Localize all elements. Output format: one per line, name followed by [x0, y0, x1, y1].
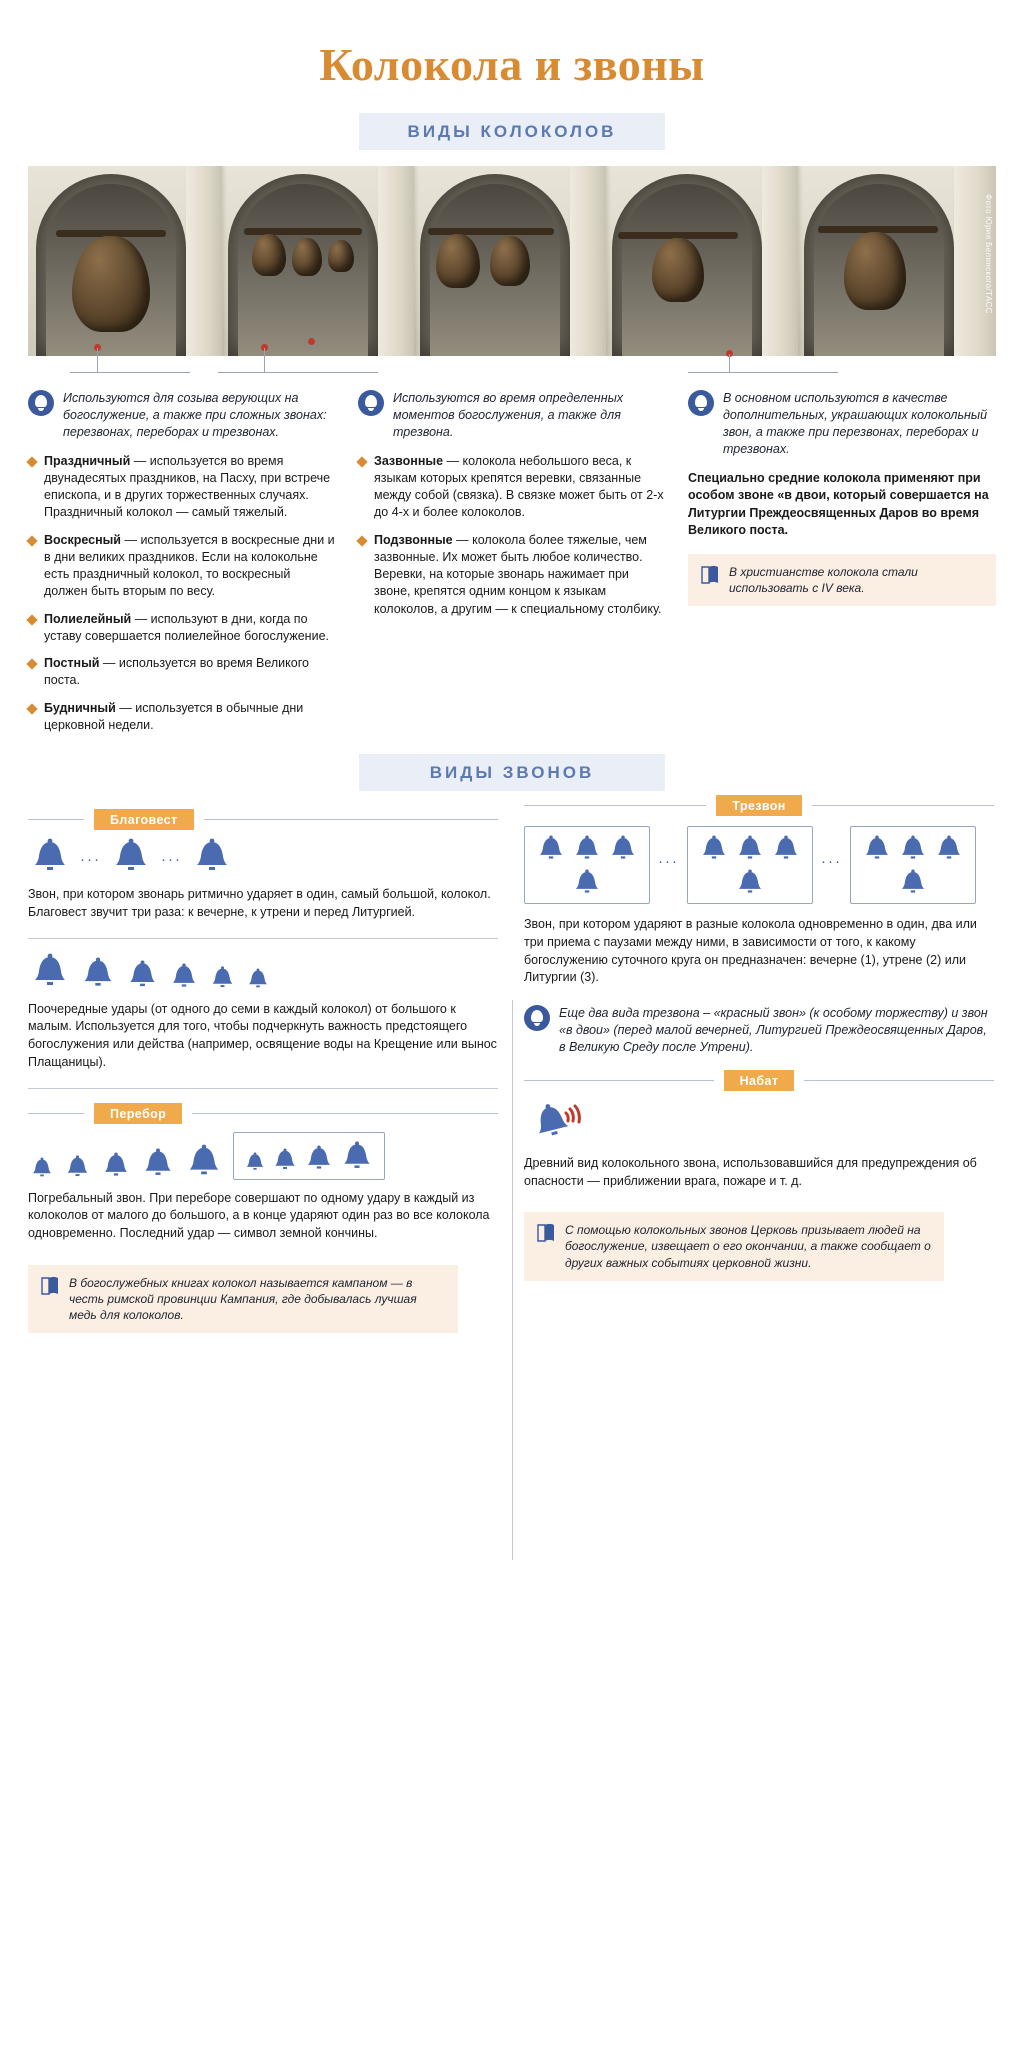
divider	[812, 805, 994, 806]
bullet-text: — используют в дни, когда по уставу совершается полиелейное богослужение.	[44, 611, 329, 643]
pointer-line	[688, 372, 838, 373]
note-box-iv-century	[688, 554, 996, 606]
list-item	[28, 532, 336, 601]
tag-nabat-row	[524, 1070, 994, 1091]
column-intro	[688, 390, 996, 458]
bell-group-bracket	[687, 826, 813, 904]
divider	[28, 1088, 498, 1089]
book-icon	[536, 1222, 556, 1244]
diamond-icon	[26, 658, 37, 669]
bell-group-bracket	[233, 1132, 385, 1180]
column-intro	[28, 390, 336, 441]
bell-icon	[101, 1152, 131, 1180]
photo-bell-small	[292, 238, 322, 276]
pointer-line	[264, 348, 265, 372]
ellipsis: ···	[80, 851, 101, 869]
belfry-photo	[28, 166, 996, 356]
bullet-term: Праздничный	[44, 453, 131, 468]
divider	[28, 938, 498, 939]
photo-bell-medium	[490, 236, 530, 286]
tag-trezvon: Трезвон	[716, 795, 801, 816]
bell-icon	[526, 1099, 584, 1145]
column-big-bells	[28, 390, 336, 744]
bell-icon	[169, 963, 199, 991]
perezvon-bells	[30, 953, 498, 991]
bell-icon	[28, 390, 54, 416]
photo-bell-large	[72, 236, 150, 332]
photo-bell-large	[844, 232, 906, 310]
bell-icon	[192, 838, 232, 876]
bell-icon	[246, 968, 270, 991]
photo-yoke	[244, 228, 362, 235]
bullet-term: Будничный	[44, 700, 116, 715]
bell-icon	[64, 1155, 91, 1180]
bell-icon	[80, 957, 116, 991]
photo-bell-small	[328, 240, 354, 272]
bullet-text: — используется во время двунадесятых праздников, на Пасху, при встрече епископа, и в других торжественных случаях. Праздничный колокол — самый тяжелый.	[44, 453, 331, 520]
bullet-text: — колокола небольшого веса, к языкам которых крепятся веревки, связанные между собой (связка). В связке может быть от 2-х до 4-х и более колоколов.	[374, 453, 664, 520]
bullet-text: — используется в обычные дни церковной недели.	[44, 700, 304, 732]
photo-credit: Фото Юрия Белинского/ТАСС	[984, 194, 993, 314]
photo-pillar	[186, 166, 222, 356]
column-small-bells	[688, 390, 996, 744]
bullet-term: Зазвонные	[374, 453, 444, 468]
divider	[28, 819, 84, 820]
trezvon-text: Звон, при котором ударяют в разные колокола одновременно в один, два или три приема с паузами между ними, в зависимости от того, к какому богослужению суточного круга он предназначен: вечерне (1), утрене (2) или Литургии (3).	[524, 917, 977, 985]
tag-perebor: Перебор	[94, 1103, 182, 1124]
ellipsis: ···	[821, 852, 842, 870]
ellipsis: ···	[161, 851, 182, 869]
bullet-text: — используется в воскресные дни и в дни великих праздников. Если на колокольне есть праздничный колокол, то воскресный должен быть вторым по весу.	[44, 532, 335, 599]
bell-icon	[688, 390, 714, 416]
divider	[28, 1113, 84, 1114]
divider	[204, 819, 498, 820]
perebor-bells	[30, 1132, 498, 1180]
pointer-line	[729, 354, 730, 372]
column-divider	[512, 1000, 513, 1560]
bell-icon	[30, 953, 70, 991]
nabat-bells	[526, 1099, 994, 1145]
section-banner-ring-types: ВИДЫ ЗВОНОВ	[359, 754, 665, 791]
book-icon	[700, 564, 720, 586]
tag-nabat: Набат	[724, 1070, 795, 1091]
column-middle-bells	[358, 390, 666, 744]
column-intro	[358, 390, 666, 441]
photo-yoke	[428, 228, 554, 235]
photo-pillar	[378, 166, 414, 356]
book-icon	[40, 1275, 60, 1297]
bell-icon	[126, 960, 159, 991]
column-paragraph: Специально средние колокола применяют при особом звоне «в двои, который совершается на Литургии Преждеосвященных Даров во время Великого поста.	[688, 470, 989, 537]
bell-icon	[30, 838, 70, 876]
ring-right-column	[524, 795, 994, 1333]
note-text: С помощью колокольных звонов Церковь призывает людей на богослужение, извещает о его окончании, а также сообщает о других важных событиях церковной жизни.	[565, 1223, 931, 1270]
trezvon-note	[524, 1005, 994, 1056]
list-item	[358, 532, 666, 618]
note-text: В богослужебных книгах колокол называется кампаном — в честь римской провинции Кампания, где добывалась лучшая медь для колоколов.	[69, 1275, 417, 1323]
bell-icon	[141, 1148, 175, 1180]
note-box-kampan	[28, 1265, 458, 1334]
tag-trezvon-row	[524, 795, 994, 816]
photo-pillar	[762, 166, 798, 356]
photo-pointers	[28, 356, 996, 388]
diamond-icon	[356, 535, 367, 546]
bullet-term: Постный	[44, 656, 100, 671]
note-text: В христианстве колокола стали использовать с IV века.	[729, 564, 918, 595]
perebor-text: Погребальный звон. При переборе совершают по одному удару в каждый из колоколов от малого до большого, а в конце ударяют один раз во все колокола одновременно. Последний удар — символ земной кончины.	[28, 1190, 490, 1241]
tag-perebor-row	[28, 1103, 498, 1124]
bell-icon	[524, 1005, 550, 1031]
list-item	[28, 611, 336, 646]
page-title: Колокола и звоны	[319, 39, 705, 90]
bell-type-columns	[28, 390, 996, 744]
diamond-icon	[356, 456, 367, 467]
blagovest-bells	[30, 838, 498, 876]
list-item	[358, 453, 666, 522]
bullet-list	[358, 453, 666, 618]
bell-icon	[358, 390, 384, 416]
bell-icon	[30, 1157, 54, 1180]
diamond-icon	[26, 614, 37, 625]
photo-bell-medium	[652, 238, 704, 302]
trezvon-bell-groups	[524, 826, 994, 904]
column-intro-text: Используются во время определенных моментов богослужения, а также для трезвона.	[393, 391, 624, 439]
column-intro-text: В основном используются в качестве дополнительных, украшающих колокольный звон, а также при перезвонах, переборах и трезвонах.	[723, 391, 988, 456]
photo-bell-small	[252, 234, 286, 276]
nabat-text: Древний вид колокольного звона, использовавшийся для предупреждения об опасности — приближении врага, пожаре и т. д.	[524, 1155, 977, 1188]
bell-group-bracket	[850, 826, 976, 904]
bell-icon	[185, 1144, 223, 1180]
divider	[524, 805, 706, 806]
diamond-icon	[26, 703, 37, 714]
photo-bell-medium	[436, 234, 480, 288]
tag-blagovest: Благовест	[94, 809, 194, 830]
list-item	[28, 700, 336, 735]
list-item	[28, 655, 336, 690]
column-intro-text: Используются для созыва верующих на богослужение, а также при сложных звонах: перезвонах, переборах и трезвонах.	[63, 391, 327, 439]
diamond-icon	[26, 535, 37, 546]
ellipsis: ···	[658, 852, 679, 870]
list-item	[28, 453, 336, 522]
bullet-term: Подзвонные	[374, 532, 453, 547]
bullet-term: Воскресный	[44, 532, 121, 547]
section-banner-bell-types: ВИДЫ КОЛОКОЛОВ	[359, 113, 665, 150]
bullet-list	[28, 453, 336, 735]
pointer-line	[218, 372, 378, 373]
divider	[524, 1080, 714, 1081]
diamond-icon	[26, 456, 37, 467]
perezvon-text: Поочередные удары (от одного до семи в каждый колокол) от большого к малым. Используется для того, чтобы подчеркнуть важность предстоящего богослужения или действа (например, освящение воды на Крещение или вынос Плащаницы).	[28, 1001, 497, 1069]
bullet-term: Полиелейный	[44, 611, 132, 626]
bullet-text: — используется во время Великого поста.	[44, 656, 309, 688]
tag-blagovest-row	[28, 809, 498, 830]
pointer-dot	[308, 338, 315, 345]
pointer-line	[70, 372, 190, 373]
bullet-text: — колокола более тяжелые, чем зазвонные. Их может быть любое количество. Веревки, на которые звонарь нажимает при звоне, крепятся одним концом к языкам колоколов, а другим — к специальному столбику.	[374, 532, 662, 616]
trezvon-note-text: Еще два вида трезвона – «красный звон» (к особому торжеству) и звон «в двои» (перед малой вечерней, Литургией Преждеосвященных Даров, в Великую Среду после Утрени).	[559, 1006, 988, 1054]
bell-icon	[209, 966, 236, 991]
banner-row	[28, 754, 996, 791]
pointer-line	[97, 348, 98, 372]
bell-icon	[111, 838, 151, 876]
ring-left-column	[28, 795, 498, 1333]
divider	[192, 1113, 498, 1114]
photo-pillar	[570, 166, 606, 356]
divider	[804, 1080, 994, 1081]
note-box-church	[524, 1212, 944, 1281]
bell-group-bracket	[524, 826, 650, 904]
blagovest-text: Звон, при котором звонарь ритмично ударяет в один, самый большой, колокол. Благовест звучит три раза: к вечерне, к утрени и перед Литургией.	[28, 887, 491, 919]
